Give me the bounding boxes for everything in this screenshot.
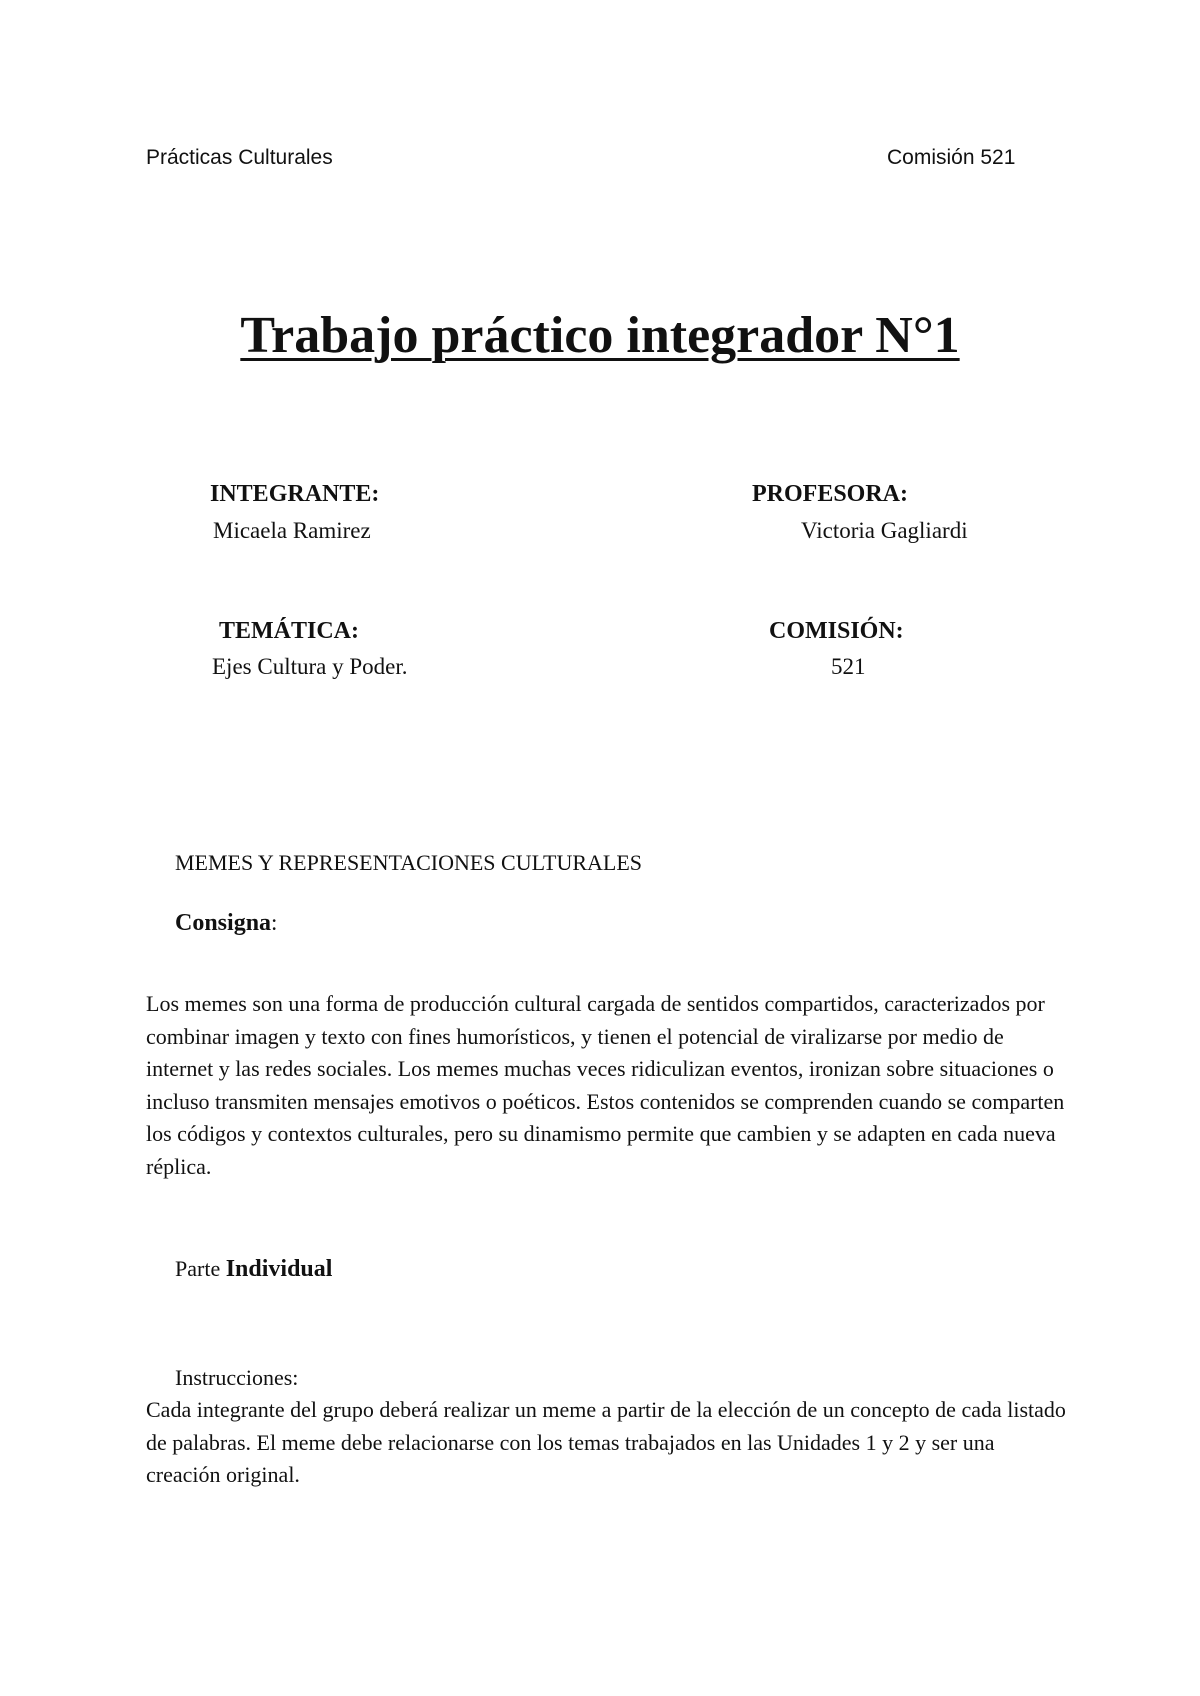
header-commission: Comisión 521 bbox=[887, 146, 1016, 169]
page-title: Trabajo práctico integrador N°1 bbox=[240, 307, 960, 364]
profesora-label: PROFESORA: bbox=[752, 481, 908, 507]
parte-heading bbox=[175, 1256, 332, 1283]
integrante-label: INTEGRANTE: bbox=[210, 481, 380, 507]
instrucciones-paragraph: Cada integrante del grupo deberá realizar un meme a partir de la elección de un concepto de cada listado de palabras. El meme debe relacionarse con los temas trabajados en las Unidades 1 y 2 y ser una creación original. bbox=[146, 1397, 1066, 1488]
comision-label: COMISIÓN: bbox=[769, 618, 904, 644]
parte-bold: Individual bbox=[225, 1256, 333, 1282]
instrucciones-label: Instrucciones: bbox=[175, 1365, 299, 1390]
tematica-label: TEMÁTICA: bbox=[219, 618, 360, 644]
consigna-paragraph: Los memes son una forma de producción cultural cargada de sentidos compartidos, caracterizados por combinar imagen y texto con fines humorísticos, y tienen el potencial de viralizarse por medio de internet y las redes sociales. Los memes muchas veces ridiculizan eventos, ironizan sobre situaciones o incluso transmiten mensajes emotivos o poéticos. Estos contenidos se comprenden cuando se comparten los códigos y contextos culturales, pero su dinamismo permite que cambien y se adapten en cada nueva réplica. bbox=[146, 991, 1065, 1179]
parte-prefix: Parte bbox=[175, 1256, 226, 1281]
section-heading: MEMES Y REPRESENTACIONES CULTURALES bbox=[175, 850, 643, 875]
integrante-value: Micaela Ramirez bbox=[213, 518, 371, 543]
profesora-value: Victoria Gagliardi bbox=[801, 518, 968, 543]
tematica-value: Ejes Cultura y Poder. bbox=[212, 654, 408, 679]
consigna-label: Consigna bbox=[175, 910, 272, 936]
course-name: Prácticas Culturales bbox=[146, 146, 333, 169]
consigna-heading bbox=[175, 910, 277, 937]
consigna-colon: : bbox=[271, 910, 278, 935]
comision-value: 521 bbox=[831, 654, 866, 679]
